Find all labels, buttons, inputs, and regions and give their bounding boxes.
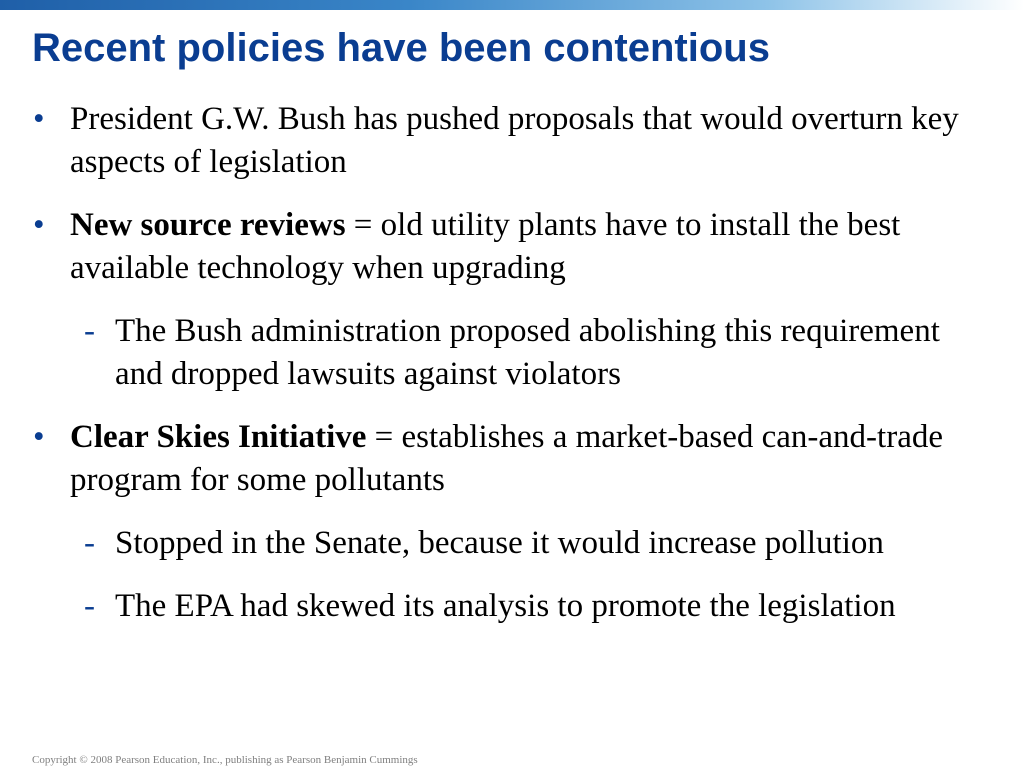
sub-bullet-item [0, 585, 965, 628]
bullet-term: Clear Skies Initiative [70, 419, 367, 455]
bullet-item [0, 204, 980, 290]
dash-icon: - [84, 525, 95, 561]
sub-bullet-item [0, 522, 965, 565]
dash-icon: - [84, 588, 95, 624]
bullet-text: = old utility plants have to install the best available technology when upgrading [70, 207, 901, 286]
bullet-text: = establishes a market-based can-and-trade program for some pollutants [70, 419, 943, 498]
bullet-dot-icon: • [33, 101, 45, 137]
bullet-term: New source reviews [70, 207, 346, 243]
bullet-dot-icon: • [33, 419, 45, 455]
sub-bullet-text: The Bush administration proposed abolishing this requirement and dropped lawsuits against violators [115, 313, 940, 392]
slide-body [0, 98, 1024, 648]
dash-icon: - [84, 313, 95, 349]
bullet-item [0, 98, 980, 184]
copyright-footer: Copyright © 2008 Pearson Education, Inc., publishing as Pearson Benjamin Cummings [32, 754, 418, 766]
sub-bullet-text: Stopped in the Senate, because it would increase pollution [115, 525, 884, 561]
header-gradient-bar [0, 0, 1024, 10]
sub-bullet-item [0, 310, 965, 396]
bullet-text: President G.W. Bush has pushed proposals that would overturn key aspects of legislation [70, 101, 959, 180]
slide-title: Recent policies have been contentious [32, 26, 770, 70]
sub-bullet-text: The EPA had skewed its analysis to promote the legislation [115, 588, 896, 624]
bullet-item [0, 416, 980, 502]
bullet-dot-icon: • [33, 207, 45, 243]
